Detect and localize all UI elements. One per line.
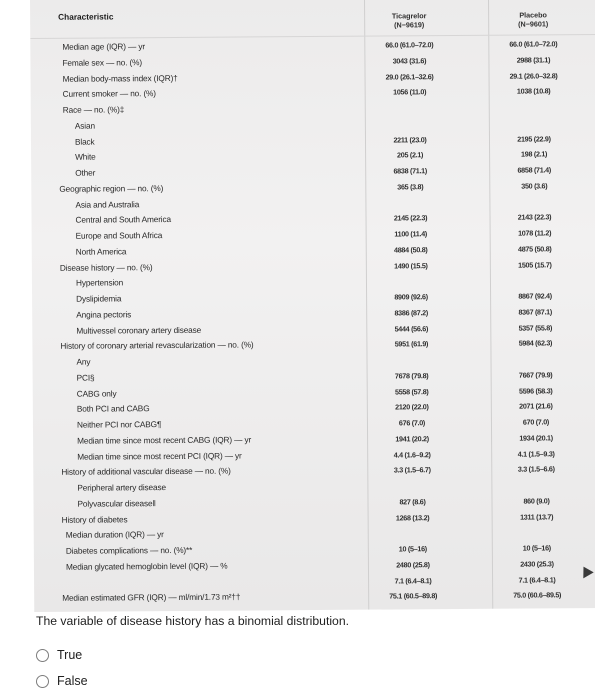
row-label: History of diabetes	[61, 513, 128, 525]
table-photo	[30, 0, 595, 612]
ticagrelor-value	[365, 100, 455, 101]
row-label: Diabetes complications — no. (%)**	[65, 544, 193, 556]
row-label: Median time since most recent PCI (IQR) — yr	[77, 450, 242, 462]
ticagrelor-value: 7.1 (6.4–8.1)	[394, 575, 432, 585]
placebo-value: 2988 (31.1)	[516, 55, 551, 65]
ticagrelor-value: 205 (2.1)	[397, 150, 424, 160]
ticagrelor-value: 75.1 (60.5–89.8)	[389, 591, 438, 601]
column-header-name: Placebo	[519, 10, 547, 20]
placebo-value	[492, 524, 582, 525]
placebo-value: 6858 (71.4)	[517, 165, 551, 175]
row-label: Median duration (IQR) — yr	[65, 529, 164, 541]
placebo-value	[491, 477, 581, 478]
ticagrelor-value: 3.3 (1.5–6.7)	[393, 465, 431, 475]
option-label: True	[57, 648, 83, 662]
ticagrelor-value: 3043 (31.6)	[392, 55, 427, 66]
ticagrelor-value: 1941 (20.2)	[395, 433, 429, 444]
row-label: History of additional vascular disease — no. (%)	[61, 465, 231, 478]
placebo-value: 7667 (79.9)	[518, 370, 553, 380]
placebo-value: 350 (3.6)	[521, 181, 548, 191]
row-label: Median age (IQR) — yr	[62, 41, 145, 52]
placebo-value: 1078 (11.2)	[518, 228, 552, 238]
placebo-value: 10 (5–16)	[522, 543, 551, 553]
row-label: North America	[75, 246, 127, 257]
placebo-value	[489, 115, 579, 116]
table-header-characteristic: Characteristic	[58, 11, 114, 22]
row-label: Other	[75, 167, 96, 178]
ticagrelor-value	[368, 525, 458, 526]
placebo-value: 860 (9.0)	[523, 496, 550, 506]
row-label: Median glycated hemoglobin level (IQR) — %	[65, 560, 228, 572]
row-label: Geographic region — no. (%)	[59, 182, 164, 194]
placebo-value: 2143 (22.3)	[517, 212, 552, 222]
row-label: History of coronary arterial revascularization — no. (%)	[60, 339, 254, 352]
placebo-value: 5984 (62.3)	[518, 338, 553, 348]
ticagrelor-value: 2480 (25.8)	[396, 559, 430, 570]
row-label: Peripheral artery disease	[77, 482, 166, 493]
placebo-value: 29.1 (26.0–32.8)	[509, 70, 558, 81]
ticagrelor-value: 29.0 (26.1–32.6)	[385, 71, 434, 82]
placebo-value: 75.0 (60.6–89.5)	[513, 590, 562, 600]
row-label: Angina pectoris	[76, 309, 132, 320]
row-label: PCI§	[76, 372, 95, 383]
row-label: Multivessel coronary artery disease	[76, 324, 202, 336]
ticagrelor-value: 2145 (22.3)	[393, 213, 428, 223]
placebo-value: 7.1 (6.4–8.1)	[518, 574, 556, 585]
row-label: White	[75, 151, 96, 162]
row-label: Neither PCI nor CABG¶	[76, 419, 162, 430]
ticagrelor-value: 7678 (79.8)	[394, 370, 429, 381]
ticagrelor-value: 2120 (22.0)	[395, 402, 429, 412]
row-label: Female sex — no. (%)	[62, 56, 143, 68]
row-label: Dyslipidemia	[76, 293, 122, 304]
row-label: Central and South America	[75, 214, 171, 225]
ticagrelor-value	[365, 195, 455, 196]
row-label: CABG only	[76, 387, 117, 399]
placebo-value: 5596 (58.3)	[518, 385, 553, 396]
ticagrelor-value	[365, 116, 455, 117]
placebo-value: 4875 (50.8)	[517, 244, 552, 254]
placebo-value	[489, 194, 579, 195]
placebo-value: 3.3 (1.5–6.6)	[517, 464, 555, 474]
ticagrelor-value: 8909 (92.6)	[394, 292, 428, 302]
placebo-value	[490, 272, 580, 273]
ticagrelor-value: 1268 (13.2)	[395, 512, 430, 522]
ticagrelor-value: 827 (8.6)	[399, 497, 426, 507]
row-label: Any	[76, 356, 91, 367]
row-label: Asian	[74, 120, 95, 131]
row-label: Current smoker — no. (%)	[62, 88, 156, 100]
placebo-value: 2195 (22.9)	[517, 133, 551, 144]
placebo-value: 1311 (13.7)	[520, 511, 554, 522]
placebo-value	[489, 99, 579, 100]
table-row	[34, 587, 595, 606]
placebo-value: 66.0 (61.0–72.0)	[509, 39, 558, 49]
question-text: The variable of disease history has a binomial distribution.	[36, 614, 349, 628]
placebo-value: 5357 (55.8)	[518, 322, 553, 333]
ticagrelor-value: 6838 (71.1)	[393, 166, 427, 176]
row-label: Both PCI and CABG	[76, 403, 150, 414]
ticagrelor-value	[366, 273, 456, 274]
ticagrelor-value: 10 (5–16)	[398, 544, 427, 554]
ticagrelor-value: 4884 (50.8)	[393, 244, 428, 255]
ticagrelor-value: 5951 (61.9)	[394, 339, 429, 349]
ticagrelor-value: 66.0 (61.0–72.0)	[385, 40, 434, 50]
column-header-placebo	[488, 10, 578, 29]
ticagrelor-value: 4.4 (1.6–9.2)	[393, 449, 431, 459]
row-label: Median time since most recent CABG (IQR) — yr	[77, 434, 252, 446]
row-label: Disease history — no. (%)	[59, 261, 153, 273]
placebo-value: 2430 (25.3)	[520, 559, 554, 569]
ticagrelor-value	[367, 478, 457, 479]
column-header-n: (N−9601)	[518, 19, 549, 29]
ticagrelor-value: 1056 (11.0)	[393, 87, 427, 97]
option-label: False	[57, 674, 88, 688]
placebo-value: 4.1 (1.5–9.3)	[517, 448, 555, 459]
ticagrelor-value: 2211 (23.0)	[393, 134, 427, 144]
radio-button[interactable]	[36, 675, 49, 688]
ticagrelor-value: 8386 (87.2)	[394, 307, 428, 318]
ticagrelor-value	[366, 352, 456, 353]
placebo-value	[490, 351, 580, 352]
placebo-value: 8367 (87.1)	[518, 307, 552, 317]
column-header-ticagrelor	[364, 11, 454, 30]
placebo-value: 2071 (21.6)	[519, 401, 553, 411]
row-label: Europe and South Africa	[75, 230, 163, 241]
ticagrelor-value: 676 (7.0)	[398, 418, 426, 428]
placebo-value: 1934 (20.1)	[519, 433, 553, 443]
ticagrelor-value: 1490 (15.5)	[394, 260, 428, 270]
placebo-value: 1505 (15.7)	[518, 259, 552, 270]
row-label: Hypertension	[75, 277, 124, 288]
option-false[interactable]	[36, 672, 88, 690]
row-label: Polyvascular disease‖	[77, 497, 156, 509]
row-label: Race — no. (%)‡	[62, 104, 125, 115]
row-label: Black	[74, 136, 95, 147]
column-header-n: (N−9619)	[394, 20, 425, 30]
placebo-value: 8867 (92.4)	[518, 291, 552, 301]
placebo-value: 1038 (10.8)	[516, 86, 551, 96]
ticagrelor-value: 5558 (57.8)	[394, 386, 429, 396]
row-label: Median estimated GFR (IQR) — ml/min/1.73 m²††	[62, 591, 241, 604]
row-label: Asia and Australia	[75, 198, 140, 210]
ticagrelor-value: 365 (3.8)	[397, 182, 424, 192]
radio-button[interactable]	[36, 649, 49, 662]
placebo-value: 670 (7.0)	[522, 417, 550, 427]
placebo-value: 198 (2.1)	[521, 149, 548, 159]
row-label: Median body-mass index (IQR)†	[62, 72, 178, 84]
option-true[interactable]	[36, 646, 82, 664]
ticagrelor-value: 5444 (56.6)	[394, 323, 429, 333]
column-header-name: Ticagrelor	[391, 11, 427, 21]
ticagrelor-value: 1100 (11.4)	[394, 229, 428, 239]
